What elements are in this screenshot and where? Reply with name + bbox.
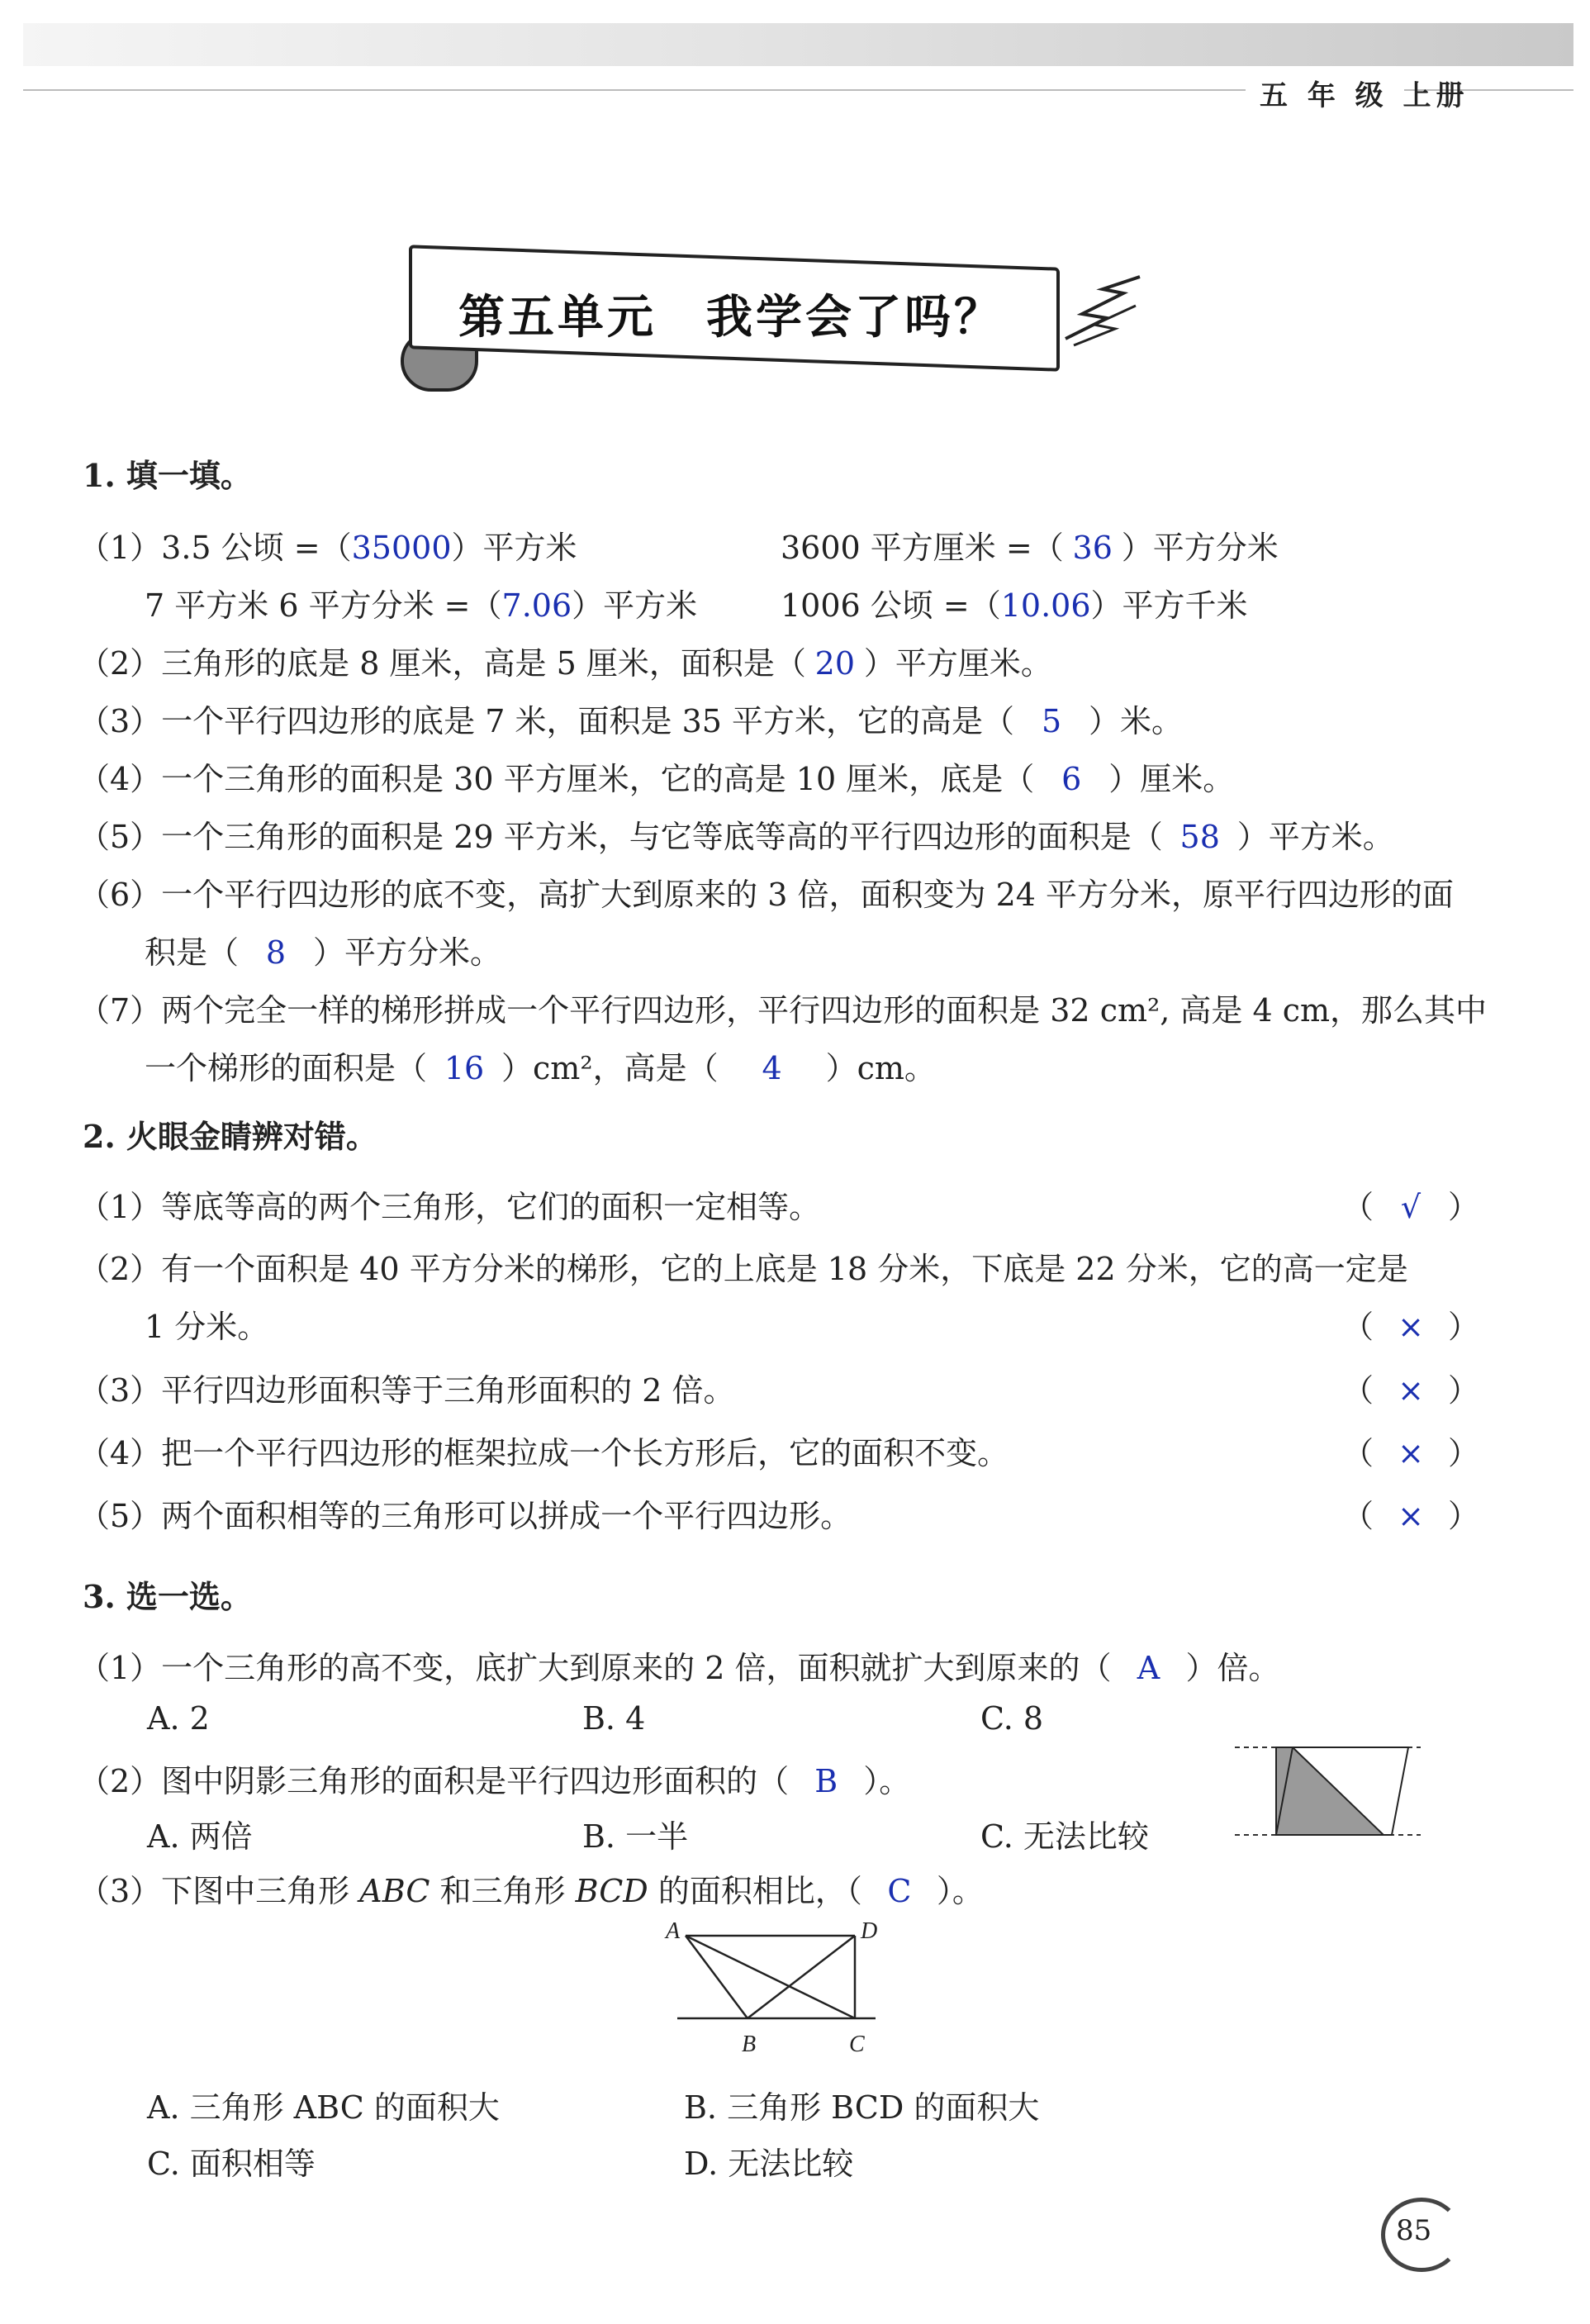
point-a-label: A	[666, 1918, 681, 1944]
s2-answer-3: （ × ）	[1342, 1372, 1480, 1409]
s3-q2-opt-c: C. 无法比较	[980, 1818, 1149, 1855]
q1-4: （4）一个三角形的面积是 30 平方厘米，它的高是 10 厘米，底是（ 6 ）厘米。	[78, 761, 1235, 797]
grade-label: 五 年 级 上册	[1260, 79, 1469, 112]
q1-1c: 7 平方米 6 平方分米 =（7.06）平方米	[145, 587, 698, 624]
header-rule	[23, 89, 1246, 91]
section-1-heading: 1. 填一填。	[83, 457, 252, 494]
s3-q2-opt-a: A. 两倍	[147, 1818, 253, 1855]
s2-answer-4: （ × ）	[1342, 1435, 1480, 1471]
q1-7-line2: 一个梯形的面积是（ 16 ）cm²，高是（ 4 ）cm。	[145, 1050, 936, 1086]
section-2-heading: 2. 火眼金睛辨对错。	[83, 1118, 377, 1155]
q1-1b: 3600 平方厘米 =（ 36 ）平方分米	[781, 530, 1279, 566]
s2-item-2-cont: 1 分米。	[145, 1309, 269, 1345]
q1-3: （3）一个平行四边形的底是 7 米，面积是 35 平方米，它的高是（ 5 ）米。	[78, 703, 1184, 739]
page-number: 85	[1396, 2214, 1432, 2247]
s3-q3: （3）下图中三角形 ABC 和三角形 BCD 的面积相比，（ C ）。	[78, 1873, 984, 1909]
s3-q1: （1）一个三角形的高不变，底扩大到原来的 2 倍，面积就扩大到原来的（ A ）倍。	[78, 1650, 1280, 1686]
s2-answer-2: （ × ）	[1342, 1309, 1480, 1345]
page-title: 第五单元 我学会了吗？	[458, 291, 1004, 345]
s3-q2: （2）图中阴影三角形的面积是平行四边形面积的（ B ）。	[78, 1763, 911, 1799]
s2-item-4: （4）把一个平行四边形的框架拉成一个长方形后，它的面积不变。	[78, 1435, 1009, 1471]
s3-q1-opt-c: C. 8	[980, 1700, 1044, 1737]
point-b-label: B	[742, 2032, 757, 2057]
q1-1d: 1006 公顷 =（10.06）平方千米	[781, 587, 1248, 624]
lightning-icon	[1057, 273, 1148, 347]
q1-2: （2）三角形的底是 8 厘米，高是 5 厘米，面积是（ 20 ）平方厘米。	[78, 645, 1052, 682]
parallelogram-figure	[1235, 1739, 1421, 1842]
s2-item-2: （2）有一个面积是 40 平方分米的梯形，它的上底是 18 分米，下底是 22 分米，它的高一定是	[78, 1251, 1408, 1287]
section-3-heading: 3. 选一选。	[83, 1578, 252, 1615]
s2-item-1: （1）等底等高的两个三角形，它们的面积一定相等。	[78, 1189, 821, 1225]
s3-q3-opt-d: D. 无法比较	[684, 2146, 854, 2182]
header-band	[23, 23, 1573, 66]
point-d-label: D	[861, 1918, 878, 1944]
q1-1a: （1）3.5 公顷 =（35000）平方米	[78, 530, 577, 566]
q1-6-line2: 积是（ 8 ）平方分米。	[145, 934, 502, 971]
s2-answer-1: （ √ ）	[1342, 1189, 1480, 1225]
q1-5: （5）一个三角形的面积是 29 平方米，与它等底等高的平行四边形的面积是（ 58 ）平方米。	[78, 819, 1394, 855]
s3-q3-opt-b: B. 三角形 BCD 的面积大	[684, 2089, 1040, 2126]
q1-7-line1: （7）两个完全一样的梯形拼成一个平行四边形，平行四边形的面积是 32 cm², 高是 4 cm，那么其中	[78, 992, 1488, 1029]
s3-q2-opt-b: B. 一半	[582, 1818, 689, 1855]
q1-6-line1: （6）一个平行四边形的底不变，高扩大到原来的 3 倍，面积变为 24 平方分米，原平行四边形的面	[78, 877, 1455, 913]
s2-answer-5: （ × ）	[1342, 1498, 1480, 1534]
s3-q3-opt-c: C. 面积相等	[147, 2146, 316, 2182]
s3-q3-opt-a: A. 三角形 ABC 的面积大	[147, 2089, 500, 2126]
point-c-label: C	[849, 2032, 865, 2057]
s2-item-5: （5）两个面积相等的三角形可以拼成一个平行四边形。	[78, 1498, 852, 1534]
triangle-figure	[661, 1915, 909, 2064]
s3-q1-opt-b: B. 4	[582, 1700, 646, 1737]
s2-item-3: （3）平行四边形面积等于三角形面积的 2 倍。	[78, 1372, 735, 1409]
s3-q1-opt-a: A. 2	[147, 1700, 210, 1737]
